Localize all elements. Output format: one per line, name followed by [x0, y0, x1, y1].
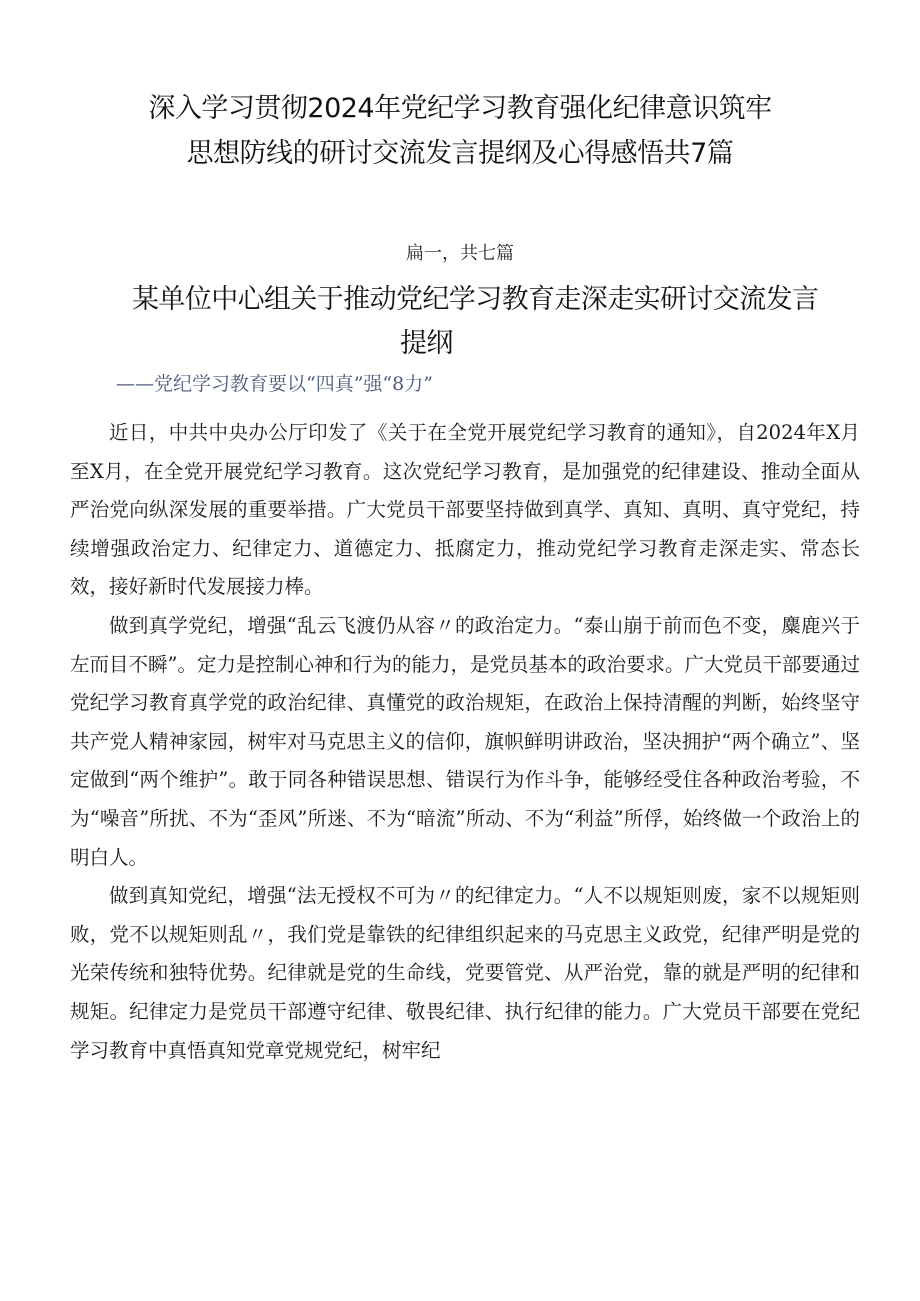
article-title-line1: 某单位中心组关于推动党纪学习教育走深走实研讨交流发言 [132, 284, 819, 315]
article-subtitle: ——党纪学习教育要以“四真”强“8力” [116, 373, 433, 395]
article-title-line2: 提纲 [400, 328, 453, 359]
document-title [60, 86, 860, 176]
article-title [100, 278, 890, 366]
document-title-line1: 深入学习贯彻2024年党纪学习教育强化纪律意识筑牢 [148, 93, 772, 124]
body-paragraph: 做到真学党纪，增强“乱云飞渡仍从容〃的政治定力。“泰山崩于前而色不变，麋鹿兴于左而目不瞬”。定力是控制心神和行为的能力，是党员基本的政治要求。广大党员干部要通过党纪学习教育真学党的政治纪律、真懂党的政治规矩，在政治上保持清醒的判断，始终坚守共产党人精神家园，树牢对马克思主义的信仰，旗帜鲜明讲政治，坚决拥护“两个确立”、坚定做到“两个维护”。敢于同各种错误思想、错误行为作斗争，能够经受住各种政治考验，不为“噪音”所扰、不为“歪风”所迷、不为“暗流”所动、不为“利益”所俘，始终做一个政治上的明白人。 [70, 613, 860, 869]
article-body [70, 414, 860, 1070]
body-paragraph: 近日，中共中央办公厅印发了《关于在全党开展党纪学习教育的通知》，自2024年X月至X月，在全党开展党纪学习教育。这次党纪学习教育，是加强党的纪律建设、推动全面从严治党向纵深发展的重要举措。广大党员干部要坚持做到真学、真知、真明、真守党纪，持续增强政治定力、纪律定力、道德定力、抵腐定力，推动党纪学习教育走深走实、常态长效，接好新时代发展接力棒。 [70, 421, 860, 599]
body-paragraph: 做到真知党纪，增强“法无授权不可为〃的纪律定力。“人不以规矩则废，家不以规矩则败，党不以规矩则乱〃，我们党是靠铁的纪律组织起来的马克思主义政党，纪律严明是党的光荣传统和独特优势。纪律就是党的生命线，党要管党、从严治党，靠的就是严明的纪律和规矩。纪律定力是党员干部遵守纪律、敬畏纪律、执行纪律的能力。广大党员干部要在党纪学习教育中真悟真知党章党规党纪，树牢纪 [70, 884, 860, 1062]
chapter-label: 扁一，共七篇 [406, 243, 514, 264]
document-title-line2: 思想防线的研讨交流发言提纲及心得感悟共7篇 [186, 138, 734, 169]
